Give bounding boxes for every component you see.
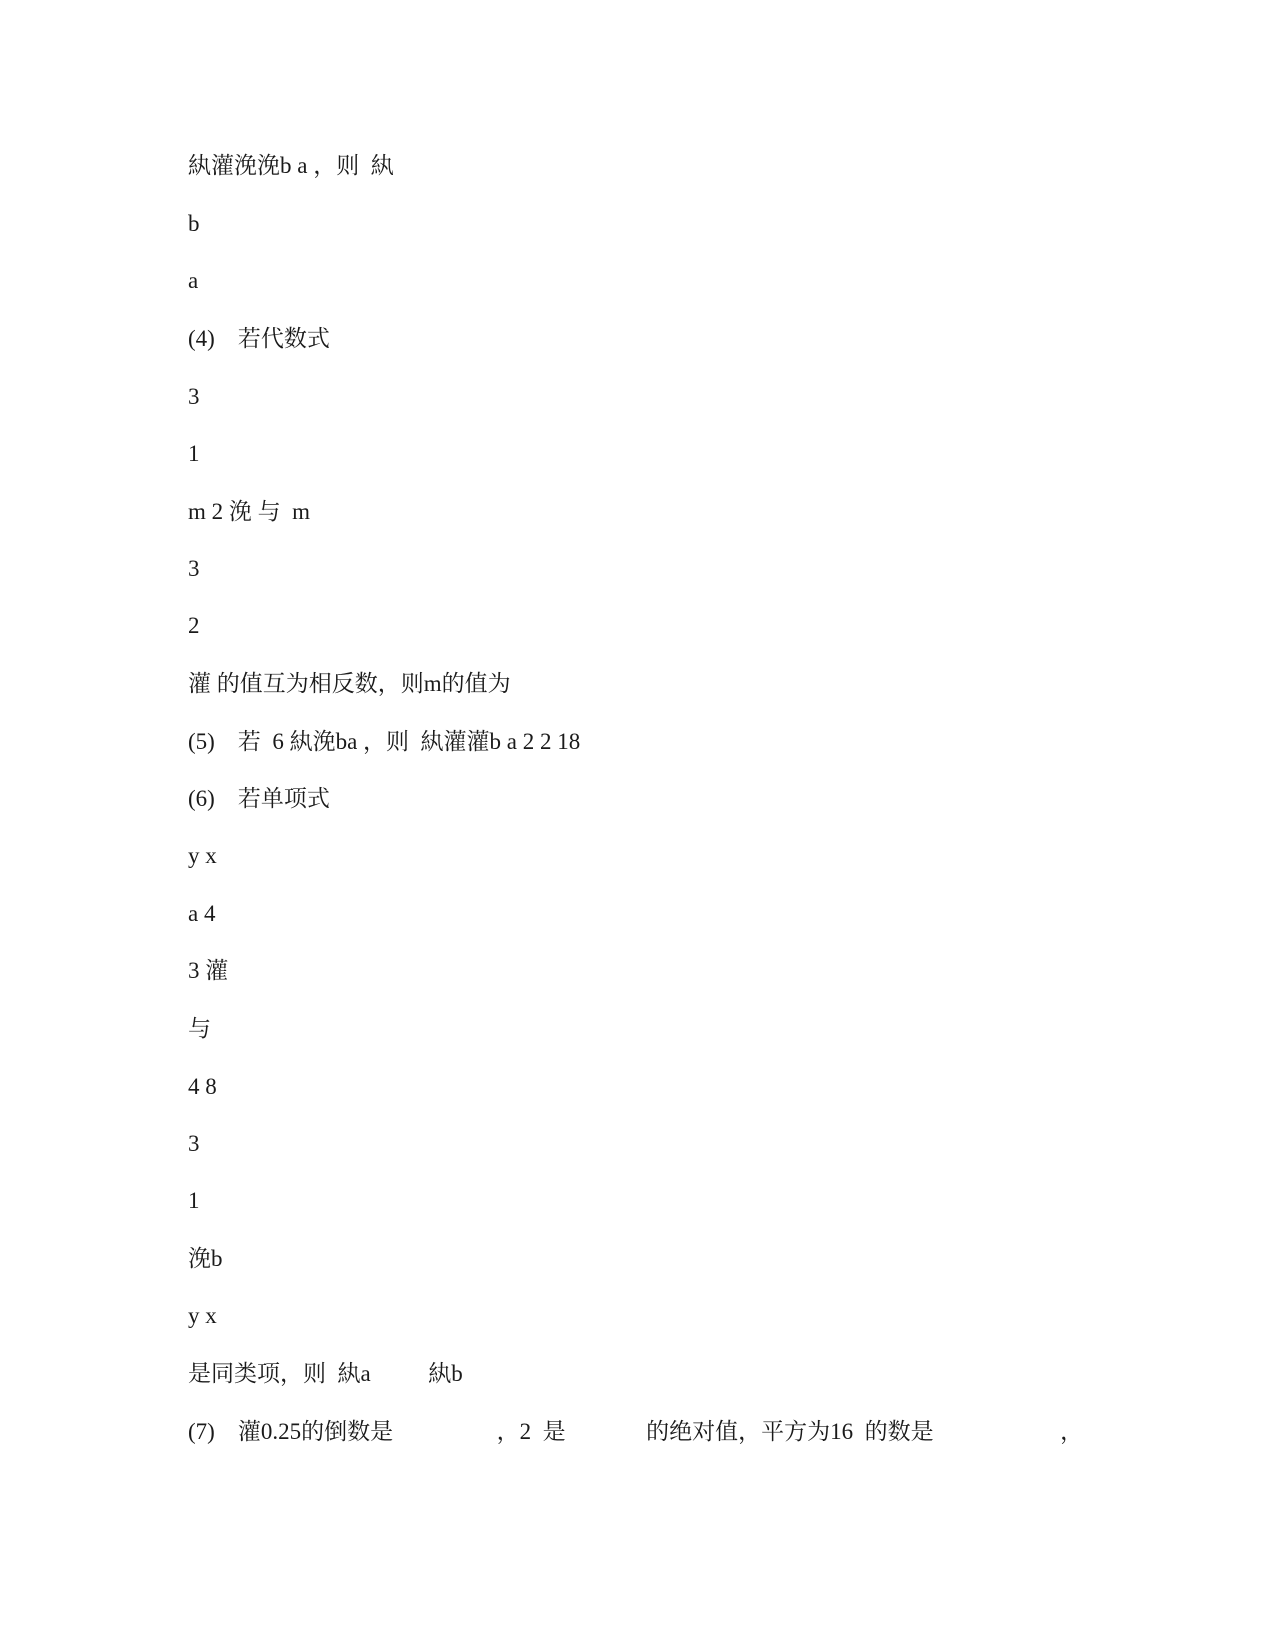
text-line-2: b: [188, 211, 200, 236]
text-line-22: 是同类项，则 紈a 紈b: [188, 1361, 463, 1386]
text-line-13: y x: [188, 843, 217, 868]
text-line-5: 3: [188, 384, 200, 409]
text-line-18: 3: [188, 1131, 200, 1156]
text-line-6: 1: [188, 441, 200, 466]
problem-5-line: (5) 若 6 紈浼ba ，则 紈灌灌b a 2 2 18: [188, 729, 581, 754]
text-line-20: 浼b: [188, 1246, 223, 1271]
text-line-21: y x: [188, 1303, 217, 1328]
text-line-1: 紈灌浼浼b a ，则 紈: [188, 153, 394, 178]
problem-4-heading: (4) 若代数式: [188, 326, 330, 351]
text-line-16: 与: [188, 1016, 211, 1041]
text-line-17: 4 8: [188, 1074, 217, 1099]
problem-7-line: (7) 灌0.25的倒数是 ，2 是 的绝对值，平方为16 的数是 ，: [188, 1419, 1084, 1444]
text-line-10: 灌 的值互为相反数，则m的值为: [188, 671, 511, 696]
text-line-3: a: [188, 268, 199, 293]
text-line-9: 2: [188, 613, 200, 638]
problem-6-heading: (6) 若单项式: [188, 786, 330, 811]
text-line-8: 3: [188, 556, 200, 581]
text-line-7: m 2 浼 与 m: [188, 499, 311, 524]
text-line-15: 3 灌: [188, 958, 229, 983]
text-line-19: 1: [188, 1188, 200, 1213]
text-line-14: a 4: [188, 901, 216, 926]
